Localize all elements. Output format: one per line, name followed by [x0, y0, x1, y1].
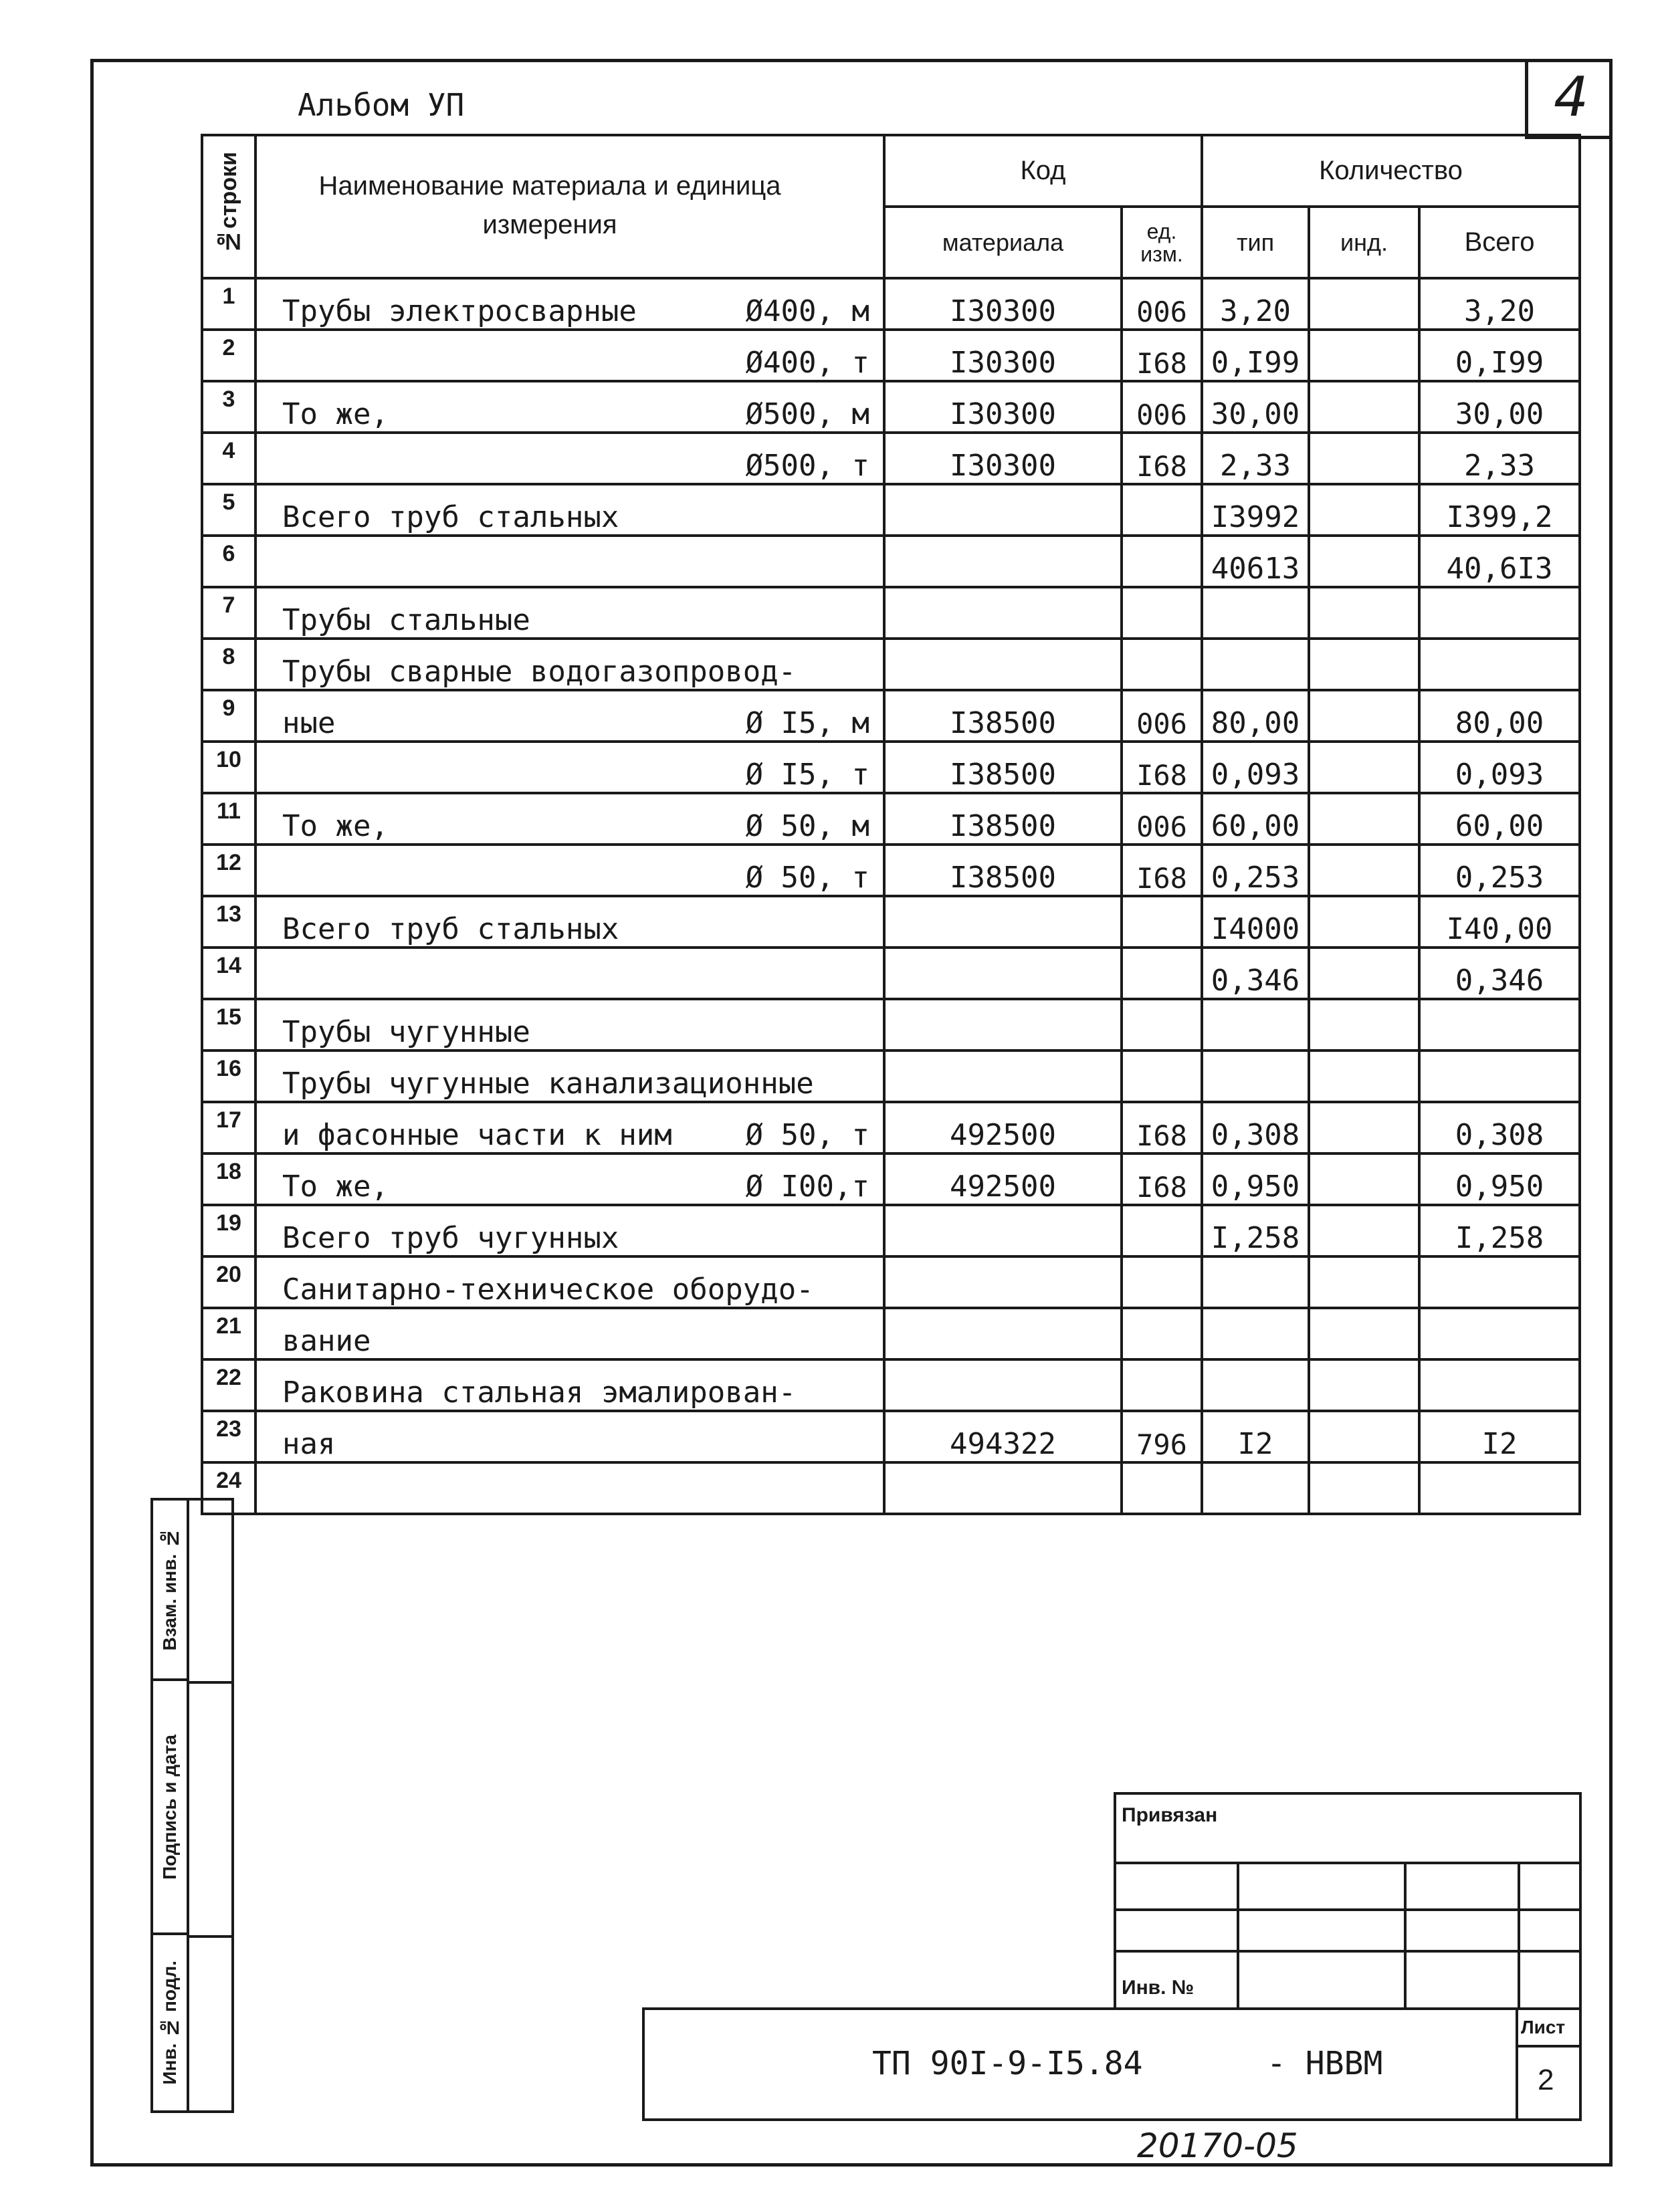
- material-code: [884, 639, 1122, 690]
- row-number: 17: [202, 1102, 255, 1153]
- row-number: 20: [202, 1256, 255, 1308]
- footer-number: 20170-05: [1137, 2126, 1298, 2165]
- material-label: То же,: [282, 809, 389, 843]
- row-number: 10: [202, 742, 255, 793]
- sheet-number: 2: [1538, 2064, 1554, 2096]
- material-code: [884, 1462, 1122, 1514]
- strip-vzam: Взам. инв. №: [153, 1501, 187, 1681]
- table-row: [202, 536, 1580, 587]
- unit-code: [1122, 639, 1202, 690]
- strip-inv-podl: Инв. № подл.: [159, 1961, 180, 2085]
- doc-code-block: [642, 2007, 1582, 2121]
- row-number: 5: [202, 484, 255, 536]
- material-name: [255, 742, 884, 793]
- table-row: [202, 639, 1580, 690]
- qty-type: 2,33: [1202, 433, 1309, 484]
- material-code: I30300: [884, 330, 1122, 381]
- qty-ind: [1309, 1359, 1419, 1411]
- qty-ind: [1309, 1050, 1419, 1102]
- table-row: [202, 793, 1580, 845]
- material-name: [255, 1359, 884, 1411]
- material-name: [255, 330, 884, 381]
- material-code: [884, 948, 1122, 999]
- table-row: [202, 484, 1580, 536]
- sheet-label: Лист: [1521, 2017, 1566, 2037]
- unit-code: [1122, 1256, 1202, 1308]
- qty-type: I4000: [1202, 896, 1309, 948]
- qty-total: 0,950: [1419, 1153, 1580, 1205]
- table-row: [202, 1050, 1580, 1102]
- material-code: 492500: [884, 1102, 1122, 1153]
- qty-ind: [1309, 433, 1419, 484]
- material-code: I38500: [884, 845, 1122, 896]
- qty-ind: [1309, 845, 1419, 896]
- row-number: 6: [202, 536, 255, 587]
- material-code: [884, 999, 1122, 1050]
- left-approval-strip: [150, 1498, 234, 2113]
- unit-code: 006: [1122, 381, 1202, 433]
- header-qty: Количество: [1202, 135, 1580, 207]
- qty-total: 30,00: [1419, 381, 1580, 433]
- row-number: 12: [202, 845, 255, 896]
- row-number: 13: [202, 896, 255, 948]
- material-label: Трубы сварные водогазопровод-: [282, 655, 797, 689]
- header-qty-type: тип: [1202, 207, 1309, 278]
- diameter-unit: Ø 50, т: [745, 861, 869, 895]
- header-code-material: материала: [884, 207, 1122, 278]
- material-name: [255, 1153, 884, 1205]
- qty-total: 0,093: [1419, 742, 1580, 793]
- unit-code: 006: [1122, 278, 1202, 330]
- qty-total: 80,00: [1419, 690, 1580, 742]
- qty-total: I,258: [1419, 1205, 1580, 1256]
- table-row: [202, 587, 1580, 639]
- material-name: [255, 278, 884, 330]
- qty-total: 2,33: [1419, 433, 1580, 484]
- diameter-unit: Ø400, т: [745, 346, 869, 380]
- material-code: [884, 587, 1122, 639]
- material-name: [255, 896, 884, 948]
- strip-podpis: Подпись и дата: [153, 1681, 187, 1935]
- qty-total: 0,346: [1419, 948, 1580, 999]
- unit-code: [1122, 1308, 1202, 1359]
- unit-code: I68: [1122, 330, 1202, 381]
- table-row: [202, 948, 1580, 999]
- row-number: 2: [202, 330, 255, 381]
- material-name: [255, 536, 884, 587]
- material-code: [884, 1359, 1122, 1411]
- header-qty-total: Всего: [1419, 207, 1580, 278]
- material-code: [884, 484, 1122, 536]
- qty-ind: [1309, 793, 1419, 845]
- unit-code: [1122, 1205, 1202, 1256]
- doc-code: ТП 90I-9-I5.84: [872, 2045, 1143, 2082]
- table-row: [202, 1102, 1580, 1153]
- qty-total: [1419, 1256, 1580, 1308]
- table-row: [202, 381, 1580, 433]
- row-number: 19: [202, 1205, 255, 1256]
- material-name: [255, 1462, 884, 1514]
- material-code: [884, 1308, 1122, 1359]
- diameter-unit: Ø500, т: [745, 449, 869, 483]
- material-label: ные: [282, 706, 336, 740]
- qty-ind: [1309, 536, 1419, 587]
- row-number: 11: [202, 793, 255, 845]
- header-name: Наименование материала и единица измерения: [255, 135, 884, 278]
- row-number: 21: [202, 1308, 255, 1359]
- qty-total: 60,00: [1419, 793, 1580, 845]
- table-row: [202, 896, 1580, 948]
- qty-total: 0,308: [1419, 1102, 1580, 1153]
- qty-total: [1419, 1308, 1580, 1359]
- qty-type: [1202, 639, 1309, 690]
- row-number: 7: [202, 587, 255, 639]
- unit-code: I68: [1122, 433, 1202, 484]
- qty-type: I3992: [1202, 484, 1309, 536]
- header-code: Код: [884, 135, 1202, 207]
- unit-code: 006: [1122, 690, 1202, 742]
- qty-ind: [1309, 381, 1419, 433]
- table-row: [202, 330, 1580, 381]
- qty-total: [1419, 999, 1580, 1050]
- sheet-mark: 4: [1554, 66, 1589, 129]
- row-number: 14: [202, 948, 255, 999]
- material-name: [255, 845, 884, 896]
- row-number: 3: [202, 381, 255, 433]
- unit-code: [1122, 896, 1202, 948]
- sheet-mark-box: [1525, 59, 1613, 139]
- table-body: [202, 278, 1580, 1514]
- qty-ind: [1309, 330, 1419, 381]
- unit-code: [1122, 1050, 1202, 1102]
- qty-ind: [1309, 1411, 1419, 1462]
- row-number: 16: [202, 1050, 255, 1102]
- qty-type: 3,20: [1202, 278, 1309, 330]
- unit-code: [1122, 536, 1202, 587]
- material-code: 494322: [884, 1411, 1122, 1462]
- qty-ind: [1309, 1462, 1419, 1514]
- unit-code: I68: [1122, 742, 1202, 793]
- qty-type: [1202, 1462, 1309, 1514]
- table-row: [202, 1205, 1580, 1256]
- qty-total: [1419, 587, 1580, 639]
- qty-ind: [1309, 948, 1419, 999]
- materials-table: [201, 134, 1581, 1515]
- table-row: [202, 1256, 1580, 1308]
- qty-total: [1419, 1359, 1580, 1411]
- material-code: I30300: [884, 381, 1122, 433]
- qty-total: [1419, 639, 1580, 690]
- table-row: [202, 433, 1580, 484]
- material-label: Всего труб стальных: [282, 500, 619, 534]
- unit-code: I68: [1122, 1153, 1202, 1205]
- diameter-unit: Ø I00,т: [745, 1170, 869, 1204]
- qty-total: I399,2: [1419, 484, 1580, 536]
- material-label: и фасонные части к ним: [282, 1118, 672, 1152]
- unit-code: [1122, 587, 1202, 639]
- row-number: 9: [202, 690, 255, 742]
- material-label: То же,: [282, 1170, 389, 1204]
- material-name: [255, 999, 884, 1050]
- row-number: 8: [202, 639, 255, 690]
- table-row: [202, 1153, 1580, 1205]
- material-code: 492500: [884, 1153, 1122, 1205]
- qty-ind: [1309, 742, 1419, 793]
- privyazan-label: Привязан: [1122, 1804, 1218, 1826]
- material-label: Трубы электросварные: [282, 294, 637, 328]
- material-code: [884, 1256, 1122, 1308]
- material-code: [884, 1205, 1122, 1256]
- material-name: [255, 793, 884, 845]
- diameter-unit: Ø500, м: [745, 397, 869, 431]
- qty-type: 60,00: [1202, 793, 1309, 845]
- unit-code: [1122, 1359, 1202, 1411]
- table-row: [202, 845, 1580, 896]
- diameter-unit: Ø 50, т: [745, 1118, 869, 1152]
- material-name: [255, 690, 884, 742]
- qty-total: 3,20: [1419, 278, 1580, 330]
- qty-type: 30,00: [1202, 381, 1309, 433]
- material-name: [255, 433, 884, 484]
- qty-total: [1419, 1050, 1580, 1102]
- qty-type: [1202, 1256, 1309, 1308]
- qty-total: I2: [1419, 1411, 1580, 1462]
- unit-code: I68: [1122, 1102, 1202, 1153]
- material-code: [884, 896, 1122, 948]
- material-label: Трубы чугунные: [282, 1015, 530, 1049]
- inv-no-label: Инв. №: [1122, 1977, 1195, 1999]
- material-label: вание: [282, 1324, 371, 1358]
- qty-ind: [1309, 896, 1419, 948]
- row-number: 15: [202, 999, 255, 1050]
- qty-ind: [1309, 1205, 1419, 1256]
- qty-ind: [1309, 1256, 1419, 1308]
- table-row: [202, 1359, 1580, 1411]
- qty-type: I,258: [1202, 1205, 1309, 1256]
- qty-total: 0,253: [1419, 845, 1580, 896]
- header-code-unit: ед. изм.: [1122, 207, 1202, 278]
- diameter-unit: Ø 50, м: [745, 809, 869, 843]
- privyazan-block: [1114, 1792, 1582, 2010]
- material-code: I30300: [884, 278, 1122, 330]
- qty-ind: [1309, 999, 1419, 1050]
- qty-type: [1202, 587, 1309, 639]
- material-code: [884, 1050, 1122, 1102]
- qty-type: 0,308: [1202, 1102, 1309, 1153]
- qty-type: 40613: [1202, 536, 1309, 587]
- material-label: Трубы стальные: [282, 603, 530, 637]
- unit-code: 796: [1122, 1411, 1202, 1462]
- unit-code: I68: [1122, 845, 1202, 896]
- qty-type: 0,I99: [1202, 330, 1309, 381]
- material-name: [255, 1102, 884, 1153]
- material-name: [255, 1308, 884, 1359]
- material-label: Всего труб стальных: [282, 912, 619, 946]
- diameter-unit: Ø I5, т: [745, 758, 869, 792]
- header-qty-ind: инд.: [1309, 207, 1419, 278]
- material-label: Трубы чугунные канализационные: [282, 1067, 814, 1101]
- qty-type: [1202, 1359, 1309, 1411]
- material-name: [255, 1411, 884, 1462]
- qty-type: [1202, 1050, 1309, 1102]
- table-row: [202, 1308, 1580, 1359]
- qty-type: 80,00: [1202, 690, 1309, 742]
- material-label: То же,: [282, 397, 389, 431]
- qty-ind: [1309, 1102, 1419, 1153]
- table-row: [202, 999, 1580, 1050]
- material-name: [255, 484, 884, 536]
- table-row: [202, 690, 1580, 742]
- qty-type: [1202, 1308, 1309, 1359]
- row-number: 4: [202, 433, 255, 484]
- qty-ind: [1309, 278, 1419, 330]
- unit-code: [1122, 484, 1202, 536]
- qty-type: I2: [1202, 1411, 1309, 1462]
- diameter-unit: Ø400, м: [745, 294, 869, 328]
- unit-code: [1122, 948, 1202, 999]
- row-number: 22: [202, 1359, 255, 1411]
- material-name: [255, 1256, 884, 1308]
- material-code: I38500: [884, 690, 1122, 742]
- material-name: [255, 381, 884, 433]
- material-code: I30300: [884, 433, 1122, 484]
- table-row: [202, 1462, 1580, 1514]
- qty-total: 40,6I3: [1419, 536, 1580, 587]
- qty-total: [1419, 1462, 1580, 1514]
- material-name: [255, 639, 884, 690]
- material-label: Санитарно-техническое оборудо-: [282, 1273, 814, 1307]
- qty-total: I40,00: [1419, 896, 1580, 948]
- material-code: [884, 536, 1122, 587]
- material-name: [255, 1205, 884, 1256]
- qty-type: 0,093: [1202, 742, 1309, 793]
- table-row: [202, 1411, 1580, 1462]
- row-number: 1: [202, 278, 255, 330]
- qty-total: 0,I99: [1419, 330, 1580, 381]
- material-label: Всего труб чугунных: [282, 1221, 619, 1255]
- qty-ind: [1309, 587, 1419, 639]
- qty-type: 0,950: [1202, 1153, 1309, 1205]
- unit-code: [1122, 999, 1202, 1050]
- unit-code: 006: [1122, 793, 1202, 845]
- doc-suffix: - НВВМ: [1267, 2045, 1383, 2082]
- material-label: Раковина стальная эмалирован-: [282, 1375, 797, 1410]
- qty-ind: [1309, 484, 1419, 536]
- qty-type: 0,253: [1202, 845, 1309, 896]
- material-code: I38500: [884, 742, 1122, 793]
- material-label: ная: [282, 1427, 336, 1461]
- header-row-no: №строки: [202, 135, 255, 278]
- row-number: 23: [202, 1411, 255, 1462]
- qty-ind: [1309, 639, 1419, 690]
- row-number: 18: [202, 1153, 255, 1205]
- material-name: [255, 948, 884, 999]
- material-code: I38500: [884, 793, 1122, 845]
- qty-ind: [1309, 690, 1419, 742]
- diameter-unit: Ø I5, м: [745, 706, 869, 740]
- material-name: [255, 587, 884, 639]
- table-row: [202, 742, 1580, 793]
- table-row: [202, 278, 1580, 330]
- qty-type: 0,346: [1202, 948, 1309, 999]
- qty-ind: [1309, 1153, 1419, 1205]
- album-title: Альбом УП: [298, 87, 465, 123]
- qty-type: [1202, 999, 1309, 1050]
- material-name: [255, 1050, 884, 1102]
- unit-code: [1122, 1462, 1202, 1514]
- row-number: 24: [202, 1462, 255, 1514]
- qty-ind: [1309, 1308, 1419, 1359]
